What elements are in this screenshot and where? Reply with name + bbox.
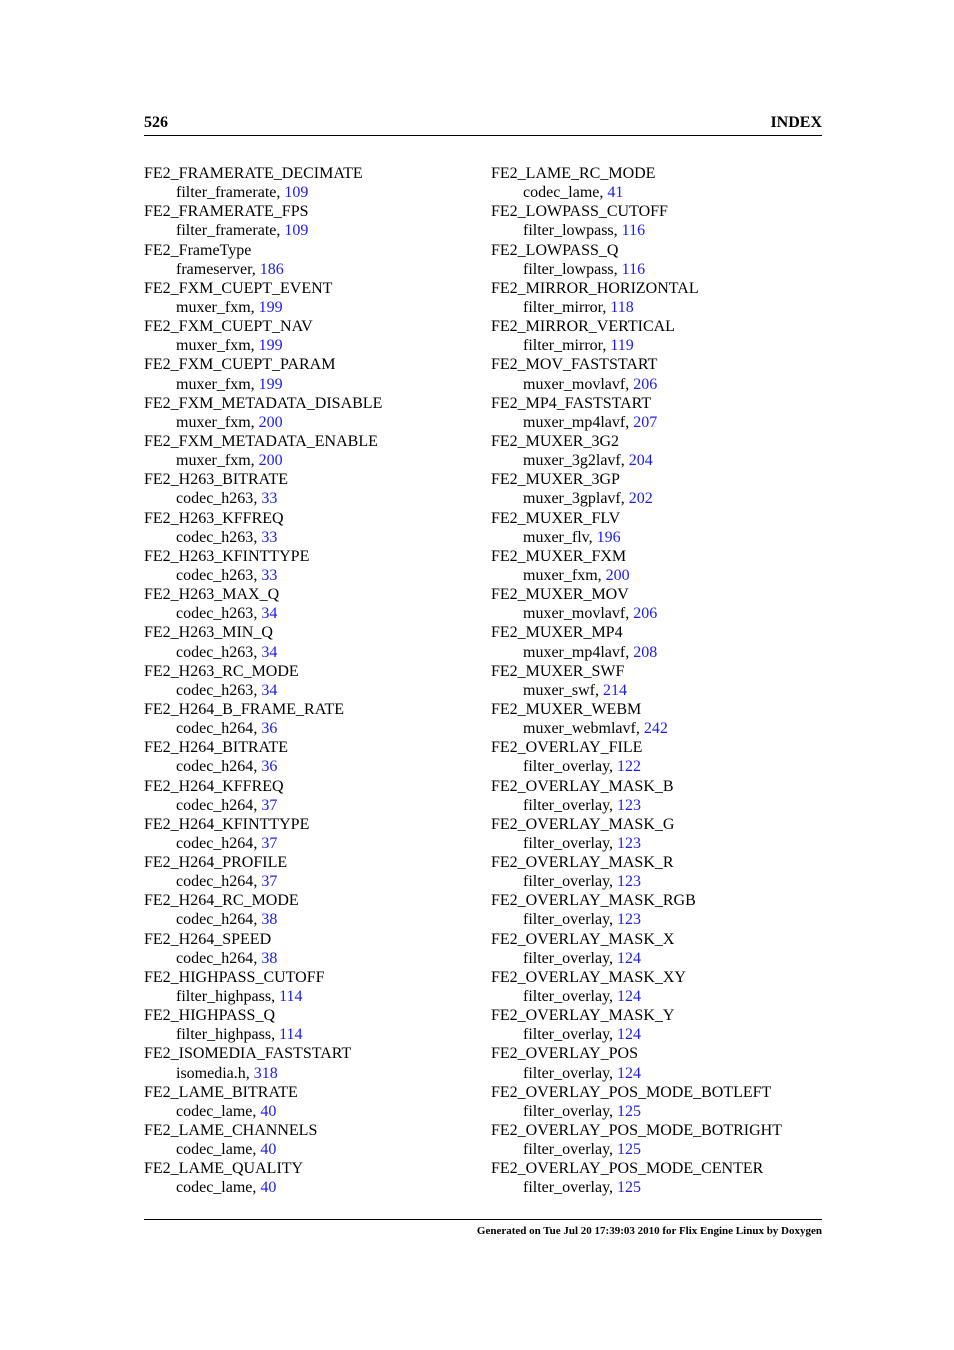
index-entry	[144, 891, 484, 929]
page-link[interactable]: 33	[261, 490, 278, 508]
reference-name: filter_highpass	[176, 1026, 272, 1044]
page-link[interactable]: 37	[261, 834, 278, 852]
index-reference: filter_framerate, 109	[176, 184, 309, 202]
reference-name: muxer_fxm	[176, 413, 251, 431]
index-reference: codec_lame, 41	[523, 184, 624, 202]
index-reference: filter_overlay, 123	[523, 873, 642, 891]
index-entry	[144, 738, 484, 776]
index-reference: muxer_fxm, 200	[176, 413, 283, 431]
page-link[interactable]: 124	[617, 988, 642, 1006]
index-reference: codec_h264, 37	[176, 796, 278, 814]
reference-name: filter_overlay	[523, 796, 610, 814]
reference-name: filter_mirror	[523, 337, 603, 355]
index-term: FE2_OVERLAY_FILE	[491, 739, 643, 757]
index-reference: filter_overlay, 123	[523, 796, 642, 814]
page-link[interactable]: 40	[260, 1141, 277, 1159]
page-link[interactable]: 116	[621, 222, 646, 240]
index-entry	[491, 1083, 831, 1121]
page-link[interactable]: 109	[284, 222, 309, 240]
index-reference: muxer_3gplavf, 202	[523, 490, 653, 508]
index-entry	[491, 777, 831, 815]
reference-name: muxer_flv	[523, 528, 589, 546]
index-entry	[491, 700, 831, 738]
page-link[interactable]: 34	[261, 643, 278, 661]
reference-name: muxer_fxm	[176, 337, 251, 355]
index-term: FE2_LOWPASS_CUTOFF	[491, 203, 668, 221]
index-reference: filter_overlay, 125	[523, 1102, 642, 1120]
index-entry	[144, 585, 484, 623]
index-reference: filter_lowpass, 116	[523, 260, 646, 278]
index-entry	[491, 1159, 831, 1197]
index-entry	[491, 470, 831, 508]
page-link[interactable]: 124	[617, 949, 642, 967]
index-entry	[144, 662, 484, 700]
index-entry	[491, 930, 831, 968]
index-reference: codec_lame, 40	[176, 1179, 277, 1197]
index-entry	[491, 662, 831, 700]
page-link[interactable]: 207	[633, 413, 658, 431]
page-link[interactable]: 118	[610, 298, 634, 316]
reference-name: filter_overlay	[523, 873, 610, 891]
reference-name: muxer_fxm	[176, 298, 251, 316]
index-entry	[144, 1006, 484, 1044]
index-term: FE2_MUXER_SWF	[491, 662, 625, 680]
index-reference: codec_lame, 40	[176, 1141, 277, 1159]
index-entry	[144, 1044, 484, 1082]
page-link[interactable]: 34	[261, 605, 278, 623]
index-entry	[144, 777, 484, 815]
index-term: FE2_OVERLAY_MASK_RGB	[491, 892, 696, 910]
index-reference: muxer_movlavf, 206	[523, 375, 658, 393]
index-entry	[144, 317, 484, 355]
index-entry	[144, 547, 484, 585]
reference-name: codec_h263	[176, 528, 254, 546]
reference-name: filter_lowpass	[523, 222, 614, 240]
index-reference: codec_h264, 38	[176, 949, 278, 967]
index-entry	[144, 700, 484, 738]
page-link[interactable]: 208	[633, 643, 658, 661]
page-link[interactable]: 200	[258, 452, 283, 470]
index-reference: filter_overlay, 124	[523, 1064, 642, 1082]
index-term: FE2_HIGHPASS_CUTOFF	[144, 968, 325, 986]
reference-name: codec_h263	[176, 681, 254, 699]
index-entry	[144, 202, 484, 240]
index-reference: filter_overlay, 125	[523, 1141, 642, 1159]
index-reference: filter_highpass, 114	[176, 988, 303, 1006]
index-term: FE2_H263_BITRATE	[144, 471, 288, 489]
page-link[interactable]: 122	[617, 758, 642, 776]
index-entry	[144, 470, 484, 508]
reference-name: codec_lame	[176, 1102, 253, 1120]
page-footer	[144, 1219, 822, 1237]
reference-name: muxer_movlavf	[523, 605, 626, 623]
index-reference: frameserver, 186	[176, 260, 284, 278]
reference-name: codec_lame	[176, 1179, 253, 1197]
index-reference: filter_mirror, 119	[523, 337, 634, 355]
index-term: FE2_FXM_METADATA_DISABLE	[144, 394, 383, 412]
index-reference: filter_mirror, 118	[523, 298, 634, 316]
index-entry	[491, 1121, 831, 1159]
index-term: FE2_OVERLAY_MASK_Y	[491, 1007, 675, 1025]
page-link[interactable]: 199	[258, 298, 283, 316]
index-entry	[491, 815, 831, 853]
reference-name: muxer_fxm	[176, 452, 251, 470]
index-term: FE2_H263_KFFREQ	[144, 509, 284, 527]
index-entry	[144, 432, 484, 470]
page-link[interactable]: 114	[279, 988, 303, 1006]
reference-name: filter_overlay	[523, 949, 610, 967]
index-entry	[491, 279, 831, 317]
page-link[interactable]: 200	[605, 566, 630, 584]
index-entry	[144, 930, 484, 968]
index-term: FE2_OVERLAY_POS_MODE_CENTER	[491, 1160, 764, 1178]
page-link[interactable]: 36	[261, 758, 278, 776]
index-term: FE2_MUXER_FXM	[491, 547, 627, 565]
index-term: FE2_MUXER_MOV	[491, 586, 629, 604]
index-column-left	[144, 164, 484, 1198]
page-link[interactable]: 123	[617, 911, 642, 929]
index-term: FE2_LOWPASS_Q	[491, 241, 619, 259]
reference-name: filter_overlay	[523, 911, 610, 929]
index-entry	[491, 891, 831, 929]
reference-name: muxer_webmlavf	[523, 720, 636, 738]
index-reference: muxer_mp4lavf, 208	[523, 643, 658, 661]
page-link[interactable]: 34	[261, 681, 278, 699]
index-reference: muxer_swf, 214	[523, 681, 627, 699]
index-term: FE2_MUXER_MP4	[491, 624, 623, 642]
reference-name: muxer_swf	[523, 681, 595, 699]
reference-name: codec_h264	[176, 873, 254, 891]
index-entry	[491, 241, 831, 279]
page-number: 526	[144, 114, 168, 131]
index-reference: filter_overlay, 123	[523, 834, 642, 852]
index-entry	[491, 432, 831, 470]
page-link[interactable]: 318	[253, 1064, 278, 1082]
index-term: FE2_FrameType	[144, 241, 252, 259]
reference-name: codec_h264	[176, 949, 254, 967]
reference-name: codec_h264	[176, 720, 254, 738]
index-entry	[144, 1121, 484, 1159]
reference-name: muxer_mp4lavf	[523, 643, 626, 661]
index-reference: codec_h264, 36	[176, 720, 278, 738]
index-reference: muxer_fxm, 199	[176, 298, 283, 316]
page-link[interactable]: 206	[633, 375, 658, 393]
index-entry	[144, 279, 484, 317]
page-link[interactable]: 199	[258, 337, 283, 355]
index-reference: codec_h263, 34	[176, 681, 278, 699]
reference-name: muxer_movlavf	[523, 375, 626, 393]
reference-name: muxer_3gplavf	[523, 490, 621, 508]
index-entry	[491, 317, 831, 355]
index-reference: muxer_fxm, 200	[176, 452, 283, 470]
index-reference: codec_h263, 33	[176, 566, 278, 584]
reference-name: filter_overlay	[523, 834, 610, 852]
index-reference: filter_lowpass, 116	[523, 222, 646, 240]
index-term: FE2_H263_MIN_Q	[144, 624, 273, 642]
reference-name: filter_framerate	[176, 222, 277, 240]
index-entry	[144, 968, 484, 1006]
index-entry	[144, 1083, 484, 1121]
index-entry	[491, 202, 831, 240]
reference-name: filter_mirror	[523, 298, 603, 316]
reference-name: codec_h263	[176, 605, 254, 623]
index-entry	[491, 853, 831, 891]
page-link[interactable]: 33	[261, 566, 278, 584]
reference-name: filter_framerate	[176, 184, 277, 202]
index-reference: codec_h264, 38	[176, 911, 278, 929]
index-entry	[491, 968, 831, 1006]
index-term: FE2_H264_KFFREQ	[144, 777, 284, 795]
index-term: FE2_MP4_FASTSTART	[491, 394, 652, 412]
reference-name: codec_lame	[523, 184, 600, 202]
reference-name: muxer_3g2lavf	[523, 452, 621, 470]
index-reference: muxer_fxm, 199	[176, 375, 283, 393]
reference-name: codec_h264	[176, 758, 254, 776]
index-reference: muxer_mp4lavf, 207	[523, 413, 658, 431]
index-entry	[491, 738, 831, 776]
index-term: FE2_MOV_FASTSTART	[491, 356, 658, 374]
reference-name: codec_h264	[176, 796, 254, 814]
page-link[interactable]: 36	[261, 720, 278, 738]
index-reference: codec_h263, 34	[176, 643, 278, 661]
index-term: FE2_H263_KFINTTYPE	[144, 547, 310, 565]
page-link[interactable]: 114	[279, 1026, 303, 1044]
index-term: FE2_ISOMEDIA_FASTSTART	[144, 1045, 352, 1063]
index-entry	[144, 853, 484, 891]
index-reference: isomedia.h, 318	[176, 1064, 278, 1082]
reference-name: muxer_mp4lavf	[523, 413, 626, 431]
index-reference: codec_h263, 34	[176, 605, 278, 623]
page-link[interactable]: 124	[617, 1064, 642, 1082]
reference-name: isomedia.h	[176, 1064, 246, 1082]
index-term: FE2_H264_BITRATE	[144, 739, 288, 757]
index-reference: filter_overlay, 124	[523, 988, 642, 1006]
index-entry	[491, 547, 831, 585]
page-link[interactable]: 204	[628, 452, 653, 470]
page-link[interactable]: 37	[261, 873, 278, 891]
reference-name: codec_h263	[176, 490, 254, 508]
page-link[interactable]: 40	[260, 1102, 277, 1120]
index-term: FE2_FXM_CUEPT_PARAM	[144, 356, 336, 374]
index-entry	[144, 1159, 484, 1197]
index-entry	[491, 355, 831, 393]
index-entry	[491, 623, 831, 661]
reference-name: filter_highpass	[176, 988, 272, 1006]
index-term: FE2_FXM_CUEPT_EVENT	[144, 279, 333, 297]
index-reference: codec_lame, 40	[176, 1102, 277, 1120]
page-link[interactable]: 202	[628, 490, 653, 508]
reference-name: filter_overlay	[523, 1141, 610, 1159]
index-reference: filter_overlay, 125	[523, 1179, 642, 1197]
page-link[interactable]: 242	[643, 720, 668, 738]
page-link[interactable]: 124	[617, 1026, 642, 1044]
index-term: FE2_H264_RC_MODE	[144, 892, 299, 910]
index-reference: codec_h263, 33	[176, 528, 278, 546]
index-reference: muxer_movlavf, 206	[523, 605, 658, 623]
index-term: FE2_LAME_QUALITY	[144, 1160, 304, 1178]
index-reference: filter_overlay, 123	[523, 911, 642, 929]
index-term: FE2_MIRROR_VERTICAL	[491, 318, 675, 336]
index-reference: muxer_3g2lavf, 204	[523, 452, 653, 470]
page-link[interactable]: 206	[633, 605, 658, 623]
index-entry	[144, 241, 484, 279]
index-term: FE2_MIRROR_HORIZONTAL	[491, 279, 699, 297]
reference-name: filter_overlay	[523, 1179, 610, 1197]
index-term: FE2_H264_SPEED	[144, 930, 272, 948]
index-reference: filter_overlay, 122	[523, 758, 642, 776]
index-term: FE2_OVERLAY_POS	[491, 1045, 638, 1063]
index-reference: muxer_flv, 196	[523, 528, 621, 546]
index-term: FE2_H264_KFINTTYPE	[144, 815, 310, 833]
page-link[interactable]: 38	[261, 949, 278, 967]
reference-name: codec_lame	[176, 1141, 253, 1159]
index-reference: filter_overlay, 124	[523, 1026, 642, 1044]
reference-name: filter_overlay	[523, 1102, 610, 1120]
index-entry	[144, 509, 484, 547]
index-entry	[144, 355, 484, 393]
index-entry	[491, 164, 831, 202]
page-link[interactable]: 40	[260, 1179, 277, 1197]
index-reference: codec_h264, 36	[176, 758, 278, 776]
index-term: FE2_FXM_METADATA_ENABLE	[144, 432, 378, 450]
index-term: FE2_HIGHPASS_Q	[144, 1007, 275, 1025]
reference-name: frameserver	[176, 260, 252, 278]
index-term: FE2_H264_PROFILE	[144, 854, 288, 872]
index-term: FE2_LAME_BITRATE	[144, 1083, 298, 1101]
index-entry	[491, 585, 831, 623]
page-link[interactable]: 214	[602, 681, 627, 699]
reference-name: codec_h264	[176, 834, 254, 852]
index-term: FE2_LAME_CHANNELS	[144, 1122, 318, 1140]
index-term: FE2_FRAMERATE_FPS	[144, 203, 309, 221]
index-entry	[491, 509, 831, 547]
index-entry	[491, 394, 831, 432]
index-term: FE2_MUXER_3G2	[491, 432, 620, 450]
page-link[interactable]: 199	[258, 375, 283, 393]
page-link[interactable]: 119	[610, 337, 634, 355]
index-term: FE2_MUXER_FLV	[491, 509, 621, 527]
footer-text: Generated on Tue Jul 20 17:39:03 2010 for Flix Engine Linux by Doxygen	[476, 1225, 822, 1237]
reference-name: filter_overlay	[523, 1064, 610, 1082]
page-link[interactable]: 123	[617, 834, 642, 852]
index-reference: filter_overlay, 124	[523, 949, 642, 967]
page-link[interactable]: 41	[607, 184, 624, 202]
reference-name: filter_lowpass	[523, 260, 614, 278]
page-link[interactable]: 125	[617, 1102, 642, 1120]
index-term: FE2_LAME_RC_MODE	[491, 165, 656, 182]
page-link[interactable]: 38	[261, 911, 278, 929]
index-reference: codec_h264, 37	[176, 873, 278, 891]
index-reference: muxer_fxm, 199	[176, 337, 283, 355]
index-column-right	[491, 164, 831, 1198]
page-title: INDEX	[770, 114, 822, 131]
reference-name: muxer_fxm	[176, 375, 251, 393]
reference-name: filter_overlay	[523, 1026, 610, 1044]
reference-name: filter_overlay	[523, 988, 610, 1006]
index-reference: muxer_fxm, 200	[523, 566, 630, 584]
page-link[interactable]: 123	[617, 796, 642, 814]
index-reference: codec_h263, 33	[176, 490, 278, 508]
index-reference: filter_framerate, 109	[176, 222, 309, 240]
page-link[interactable]: 125	[617, 1179, 642, 1197]
reference-name: codec_h264	[176, 911, 254, 929]
index-reference: muxer_webmlavf, 242	[523, 720, 668, 738]
page-link[interactable]: 123	[617, 873, 642, 891]
index-term: FE2_OVERLAY_POS_MODE_BOTRIGHT	[491, 1122, 782, 1140]
index-term: FE2_OVERLAY_MASK_X	[491, 930, 675, 948]
index-term: FE2_OVERLAY_POS_MODE_BOTLEFT	[491, 1083, 772, 1101]
index-term: FE2_MUXER_WEBM	[491, 700, 642, 718]
index-entry	[144, 164, 484, 202]
page-link[interactable]: 186	[259, 260, 284, 278]
page-link[interactable]: 37	[261, 796, 278, 814]
index-term: FE2_FRAMERATE_DECIMATE	[144, 165, 363, 182]
index-entry	[144, 394, 484, 432]
page-link[interactable]: 125	[617, 1141, 642, 1159]
reference-name: codec_h263	[176, 643, 254, 661]
index-term: FE2_H263_MAX_Q	[144, 586, 280, 604]
index-reference: filter_highpass, 114	[176, 1026, 303, 1044]
index-entry	[491, 1006, 831, 1044]
index-entry	[491, 1044, 831, 1082]
index-term: FE2_FXM_CUEPT_NAV	[144, 318, 313, 336]
page-header	[144, 113, 822, 136]
page-link[interactable]: 33	[261, 528, 278, 546]
index-term: FE2_OVERLAY_MASK_R	[491, 854, 674, 872]
page-link[interactable]: 116	[621, 260, 646, 278]
index-term: FE2_H263_RC_MODE	[144, 662, 299, 680]
index-term: FE2_MUXER_3GP	[491, 471, 620, 489]
index-entry	[144, 815, 484, 853]
reference-name: codec_h263	[176, 566, 254, 584]
index-entry	[144, 623, 484, 661]
page-link[interactable]: 196	[596, 528, 621, 546]
page-link[interactable]: 200	[258, 413, 283, 431]
index-term: FE2_H264_B_FRAME_RATE	[144, 700, 345, 718]
reference-name: muxer_fxm	[523, 566, 598, 584]
index-term: FE2_OVERLAY_MASK_B	[491, 777, 674, 795]
index-term: FE2_OVERLAY_MASK_G	[491, 815, 675, 833]
index-reference: codec_h264, 37	[176, 834, 278, 852]
page-link[interactable]: 109	[284, 184, 309, 202]
reference-name: filter_overlay	[523, 758, 610, 776]
index-term: FE2_OVERLAY_MASK_XY	[491, 968, 686, 986]
